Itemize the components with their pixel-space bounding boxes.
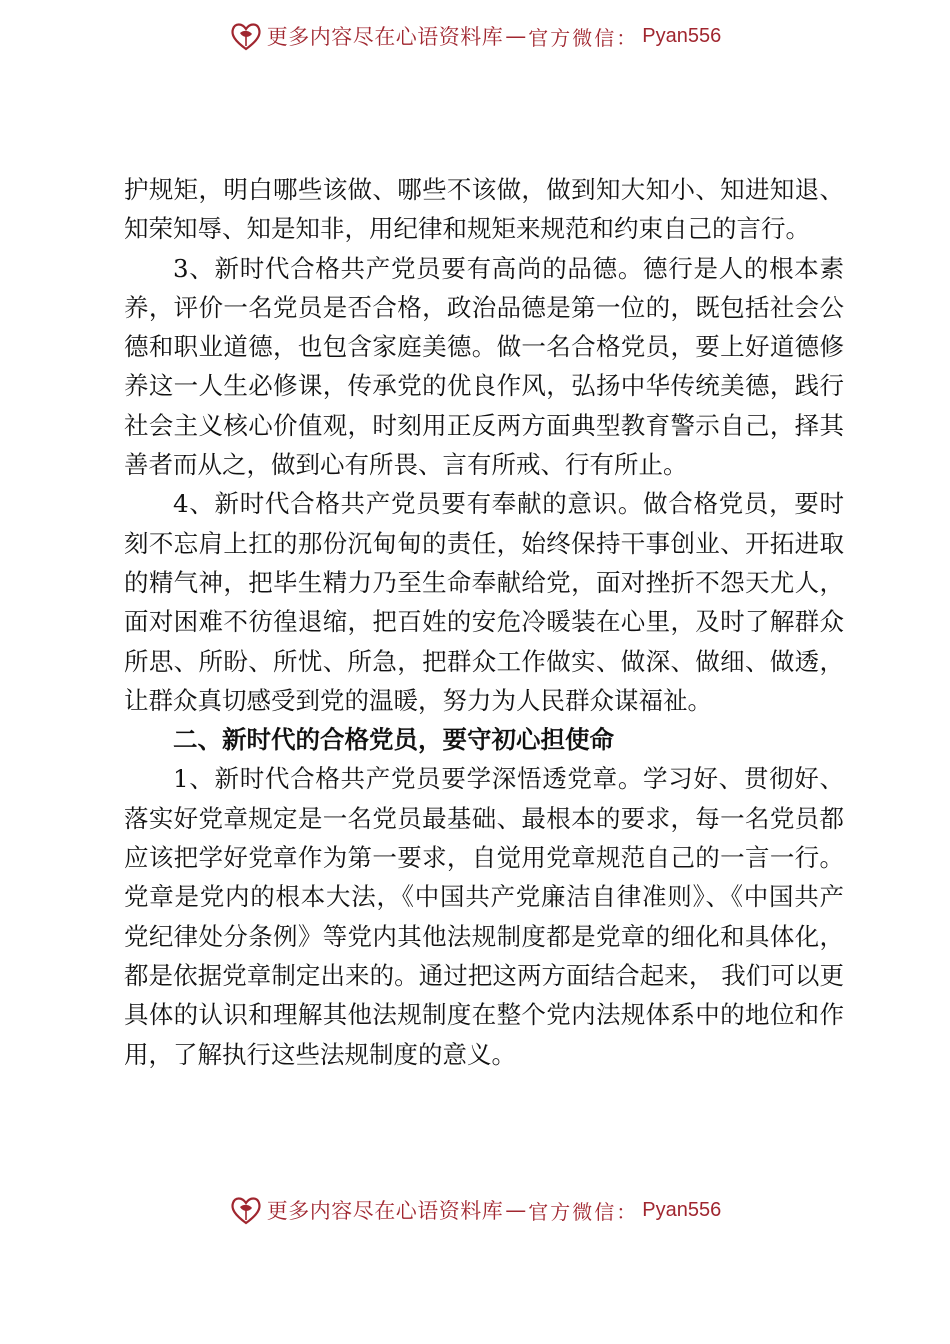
footer-watermark	[0, 1190, 950, 1230]
watermark-separator: —	[505, 24, 527, 48]
document-body	[124, 170, 844, 1074]
watermark-wechat-id: Pyan556	[642, 24, 722, 47]
watermark-wechat-id: Pyan556	[642, 1198, 722, 1221]
header-watermark	[0, 16, 950, 56]
watermark-separator: —	[505, 1198, 527, 1222]
paragraph-item-4-dedication: 4、新时代合格共产党员要有奉献的意识。做合格党员，要时刻不忘肩上扛的那份沉甸甸的责任，始终保持干事创业、开拓进取的精气神，把毕生精力乃至生命奉献给党，面对挫折不怨天尤人，面对困难不彷徨退缩，把百姓的安危冷暖装在心里，及时了解群众所思、所盼、所忧、所急，把群众工作做实、做深、做细、做透，让群众真切感受到党的温暖，努力为人民群众谋福祉。	[124, 489, 844, 715]
watermark-text: 更多内容尽在心语资料库	[266, 1199, 504, 1223]
section-heading-2: 二、新时代的合格党员，要守初心担使命	[173, 725, 614, 755]
paragraph-continuation: 护规矩，明白哪些该做、哪些不该做，做到知大知小、知进知退、知荣知辱、知是知非，用纪律和规矩来规范和约束自己的言行。	[124, 175, 844, 244]
paragraph-item-3-morality: 3、新时代合格共产党员要有高尚的品德。德行是人的根本素养，评价一名党员是否合格，政治品德是第一位的，既包括社会公德和职业道德，也包含家庭美德。做一名合格党员，要上好道德修养这一人生必修课，传承党的优良作风，弘扬中华传统美德，践行社会主义核心价值观，时刻用正反两方面典型教育警示自己，择其善者而从之，做到心有所畏、言有所戒、行有所止。	[124, 253, 844, 480]
watermark-wechat-label: 官方微信：	[528, 1199, 639, 1224]
heart-flower-logo-icon	[229, 19, 263, 53]
paragraph-item-1-party-constitution: 1、新时代合格共产党员要学深悟透党章。学习好、贯彻好、落实好党章规定是一名党员最基础、最根本的要求，每一名党员都应该把学好党章作为第一要求，自觉用党章规范自己的一言一行。党章是党内的根本大法，《中国共产党廉洁自律准则》、《中国共产党纪律处分条例》等党内其他法规制度都是党章的细化和具体化，都是依据党章制定出来的。通过把这两方面结合起来， 我们可以更具体的认识和理解其他法规制度在整个党内法规体系中的地位和作用，了解执行这些法规制度的意义。	[124, 764, 844, 1069]
watermark-text: 更多内容尽在心语资料库	[266, 25, 504, 49]
heart-flower-logo-icon	[229, 1193, 263, 1227]
watermark-wechat-label: 官方微信：	[528, 25, 639, 50]
